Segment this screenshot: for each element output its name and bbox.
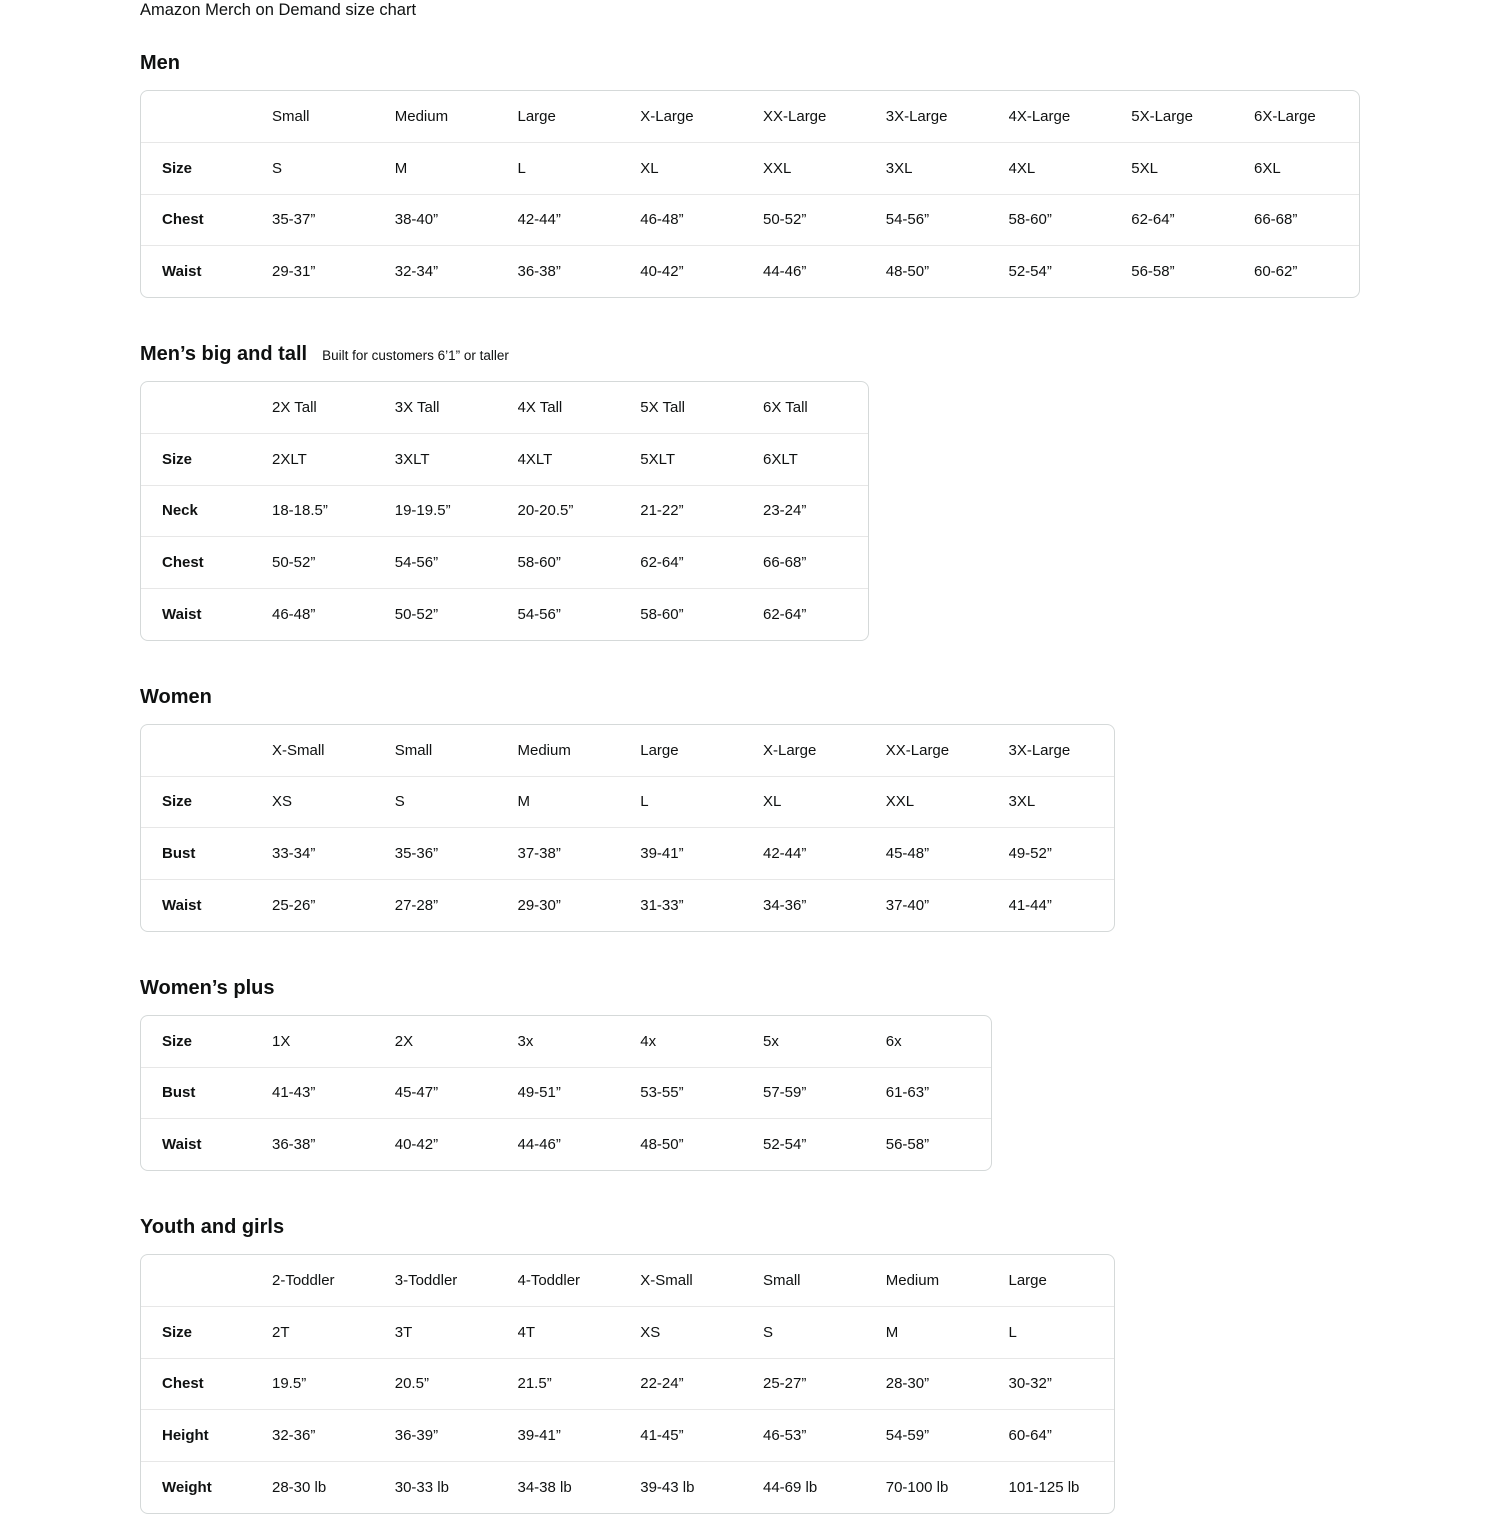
- value-cell: 19-19.5”: [395, 485, 518, 537]
- value-cell: 46-48”: [272, 588, 395, 640]
- column-header-cell: 3X-Large: [1008, 741, 1071, 759]
- size-table: [141, 91, 1359, 297]
- table-row: [141, 588, 868, 640]
- section-heading: Women’s plus: [140, 976, 275, 999]
- value-cell: 48-50”: [886, 246, 1009, 298]
- row-label-cell: Size: [141, 434, 272, 486]
- value-cell: 53-55”: [640, 1067, 763, 1119]
- column-header-cell: Small: [394, 741, 433, 759]
- column-header-cell: Medium: [517, 741, 571, 759]
- value-cell: 101-125 lb: [1009, 1461, 1114, 1513]
- column-header-cell: 5X Tall: [640, 399, 686, 416]
- corner-cell: [141, 725, 272, 777]
- value-cell: S: [395, 776, 518, 828]
- section-heading: Men’s big and tall: [140, 343, 308, 365]
- size-section: [140, 978, 1499, 1177]
- column-header-cell: X-Small: [640, 1272, 693, 1289]
- table-row: [141, 1119, 991, 1171]
- value-cell: 50-52”: [395, 588, 518, 640]
- value-cell: 44-69 lb: [763, 1461, 886, 1513]
- value-cell: 4T: [518, 1307, 641, 1359]
- row-label-cell: Chest: [141, 1358, 272, 1410]
- column-header-cell: 4X-Large: [1008, 108, 1071, 125]
- column-header-cell: Large: [517, 108, 556, 125]
- value-cell: 58-60”: [1009, 194, 1132, 246]
- value-cell: 27-28”: [395, 879, 518, 931]
- value-cell: M: [395, 143, 518, 195]
- table-row: [141, 879, 1114, 931]
- value-cell: 44-46”: [763, 246, 886, 298]
- value-cell: 34-38 lb: [518, 1461, 641, 1513]
- value-cell: 40-42”: [640, 246, 763, 298]
- value-cell: 57-59”: [763, 1067, 886, 1119]
- value-cell: 54-56”: [518, 588, 641, 640]
- value-cell: 25-26”: [272, 879, 395, 931]
- value-cell: 6XL: [1254, 143, 1359, 195]
- table-header-row: [141, 1255, 1114, 1307]
- value-cell: 35-37”: [272, 194, 395, 246]
- value-cell: 45-47”: [395, 1067, 518, 1119]
- size-chart-sections: [140, 53, 1499, 1519]
- table-row: [141, 1461, 1114, 1513]
- table-header-row: [141, 382, 868, 434]
- row-label-cell: Weight: [141, 1461, 272, 1513]
- corner-cell: [141, 382, 272, 434]
- table-row: [141, 1016, 991, 1068]
- value-cell: 39-41”: [640, 828, 763, 880]
- size-table: [141, 1255, 1114, 1513]
- value-cell: 6XLT: [763, 434, 868, 486]
- section-heading-row: [140, 53, 1499, 74]
- value-cell: 41-43”: [272, 1067, 395, 1119]
- value-cell: 49-51”: [518, 1067, 641, 1119]
- value-cell: 50-52”: [272, 537, 395, 589]
- value-cell: 58-60”: [518, 537, 641, 589]
- value-cell: 2X: [394, 1032, 414, 1050]
- value-cell: 37-40”: [886, 879, 1009, 931]
- table-row: [141, 434, 868, 486]
- page-title: Amazon Merch on Demand size chart: [140, 1, 417, 19]
- value-cell: 3XL: [886, 143, 1009, 195]
- table-row: [141, 1067, 991, 1119]
- value-cell: 3x: [517, 1032, 534, 1050]
- value-cell: 62-64”: [1131, 194, 1254, 246]
- value-cell: 2XLT: [272, 434, 395, 486]
- value-cell: 46-48”: [640, 194, 763, 246]
- value-cell: 30-33 lb: [395, 1461, 518, 1513]
- value-cell: 6x: [885, 1032, 902, 1050]
- table-row: [141, 776, 1114, 828]
- table-row: [141, 537, 868, 589]
- row-label-cell: Chest: [141, 537, 272, 589]
- row-label-cell: Size: [162, 1032, 193, 1050]
- column-header-cell: 4X Tall: [517, 399, 563, 416]
- section-heading-row: [140, 1217, 1499, 1238]
- value-cell: 3XL: [1009, 776, 1114, 828]
- column-header-cell: 3-Toddler: [394, 1272, 458, 1289]
- section-heading: Youth and girls: [140, 1216, 285, 1238]
- value-cell: 4XL: [1009, 143, 1132, 195]
- row-label-cell: Waist: [141, 246, 272, 298]
- size-table-container: [140, 1015, 992, 1172]
- value-cell: 60-62”: [1254, 246, 1359, 298]
- value-cell: 1X: [272, 1032, 291, 1050]
- value-cell: 5XL: [1131, 143, 1254, 195]
- value-cell: 3XLT: [395, 434, 518, 486]
- row-label-cell: Neck: [141, 485, 272, 537]
- size-section: [140, 344, 1499, 646]
- value-cell: S: [763, 1307, 886, 1359]
- value-cell: XXL: [886, 776, 1009, 828]
- value-cell: 32-36”: [272, 1410, 395, 1462]
- value-cell: 48-50”: [640, 1119, 763, 1171]
- value-cell: 62-64”: [763, 588, 868, 640]
- section-heading: Men: [140, 52, 180, 74]
- column-header-cell: 5X-Large: [1131, 108, 1193, 125]
- column-header-cell: Large: [640, 741, 679, 759]
- value-cell: 70-100 lb: [886, 1461, 1009, 1513]
- value-cell: M: [518, 776, 641, 828]
- row-label-cell: Bust: [141, 828, 272, 880]
- value-cell: 22-24”: [640, 1358, 763, 1410]
- column-header-cell: 2-Toddler: [272, 1272, 335, 1289]
- value-cell: XL: [763, 776, 886, 828]
- value-cell: 56-58”: [1131, 246, 1254, 298]
- row-label-cell: Waist: [141, 879, 272, 931]
- value-cell: 29-30”: [518, 879, 641, 931]
- section-heading-row: [140, 687, 1499, 708]
- value-cell: 4x: [640, 1032, 657, 1050]
- column-header-cell: X-Large: [640, 108, 694, 125]
- value-cell: 50-52”: [763, 194, 886, 246]
- row-label-cell: Size: [141, 143, 272, 195]
- table-row: [141, 246, 1359, 298]
- size-table: [141, 725, 1114, 931]
- value-cell: XS: [272, 776, 395, 828]
- value-cell: 18-18.5”: [272, 485, 395, 537]
- value-cell: 42-44”: [763, 828, 886, 880]
- value-cell: 36-38”: [518, 246, 641, 298]
- value-cell: 20-20.5”: [518, 485, 641, 537]
- column-header-cell: X-Large: [763, 741, 817, 759]
- value-cell: XL: [640, 143, 763, 195]
- value-cell: 3T: [395, 1307, 518, 1359]
- value-cell: XXL: [763, 143, 886, 195]
- size-section: [140, 53, 1499, 303]
- value-cell: 5x: [763, 1032, 779, 1050]
- row-label-cell: Chest: [141, 194, 272, 246]
- value-cell: 60-64”: [1009, 1410, 1114, 1462]
- value-cell: 39-41”: [518, 1410, 641, 1462]
- size-table-container: [140, 1254, 1115, 1514]
- size-table-container: [140, 381, 869, 641]
- column-header-cell: XX-Large: [885, 741, 950, 759]
- column-header-cell: 6X-Large: [1254, 108, 1316, 125]
- value-cell: M: [886, 1307, 1009, 1359]
- value-cell: L: [518, 143, 641, 195]
- column-header-cell: Small: [272, 108, 310, 125]
- column-header-cell: 3X Tall: [394, 399, 440, 416]
- value-cell: 34-36”: [763, 879, 886, 931]
- table-row: [141, 143, 1359, 195]
- size-section: [140, 1217, 1499, 1519]
- value-cell: 56-58”: [886, 1119, 991, 1171]
- value-cell: 38-40”: [395, 194, 518, 246]
- value-cell: 54-56”: [395, 537, 518, 589]
- value-cell: 52-54”: [763, 1119, 886, 1171]
- value-cell: 42-44”: [518, 194, 641, 246]
- value-cell: 54-56”: [886, 194, 1009, 246]
- value-cell: XS: [640, 1307, 763, 1359]
- value-cell: 23-24”: [763, 485, 868, 537]
- value-cell: 21-22”: [640, 485, 763, 537]
- value-cell: 2T: [272, 1307, 395, 1359]
- value-cell: 39-43 lb: [640, 1461, 763, 1513]
- column-header-cell: 2X Tall: [272, 399, 317, 416]
- row-label-cell: Waist: [141, 588, 272, 640]
- value-cell: 30-32”: [1009, 1358, 1114, 1410]
- value-cell: 29-31”: [272, 246, 395, 298]
- value-cell: 61-63”: [886, 1067, 991, 1119]
- value-cell: 66-68”: [1254, 194, 1359, 246]
- table-row: [141, 485, 868, 537]
- value-cell: 5XLT: [640, 434, 763, 486]
- section-heading-row: [140, 344, 1499, 365]
- value-cell: 52-54”: [1009, 246, 1132, 298]
- table-row: [141, 1358, 1114, 1410]
- value-cell: 41-45”: [640, 1410, 763, 1462]
- table-row: [141, 1307, 1114, 1359]
- value-cell: 54-59”: [886, 1410, 1009, 1462]
- section-heading-row: [140, 978, 1499, 999]
- value-cell: 25-27”: [763, 1358, 886, 1410]
- size-table-container: [140, 90, 1360, 298]
- column-header-cell: Medium: [394, 108, 449, 125]
- column-header-cell: XX-Large: [763, 108, 827, 125]
- column-header-cell: X-Small: [272, 741, 325, 759]
- value-cell: 33-34”: [272, 828, 395, 880]
- value-cell: 28-30 lb: [272, 1461, 395, 1513]
- value-cell: L: [1009, 1307, 1114, 1359]
- value-cell: L: [640, 776, 763, 828]
- value-cell: 28-30”: [886, 1358, 1009, 1410]
- row-label-cell: Waist: [141, 1119, 272, 1171]
- value-cell: 19.5”: [272, 1358, 395, 1410]
- size-section: [140, 687, 1499, 937]
- value-cell: 31-33”: [640, 879, 763, 931]
- value-cell: 4XLT: [518, 434, 641, 486]
- value-cell: 49-52”: [1009, 828, 1114, 880]
- section-subtitle: Built for customers 6’1” or taller: [322, 348, 509, 363]
- column-header-cell: 4-Toddler: [517, 1272, 581, 1289]
- table-header-row: [141, 91, 1359, 143]
- corner-cell: [141, 91, 272, 143]
- column-header-cell: Medium: [885, 1272, 940, 1289]
- size-table: [141, 382, 868, 640]
- column-header-cell: Large: [1008, 1272, 1047, 1289]
- row-label-cell: Height: [141, 1410, 272, 1462]
- table-header-row: [141, 725, 1114, 777]
- column-header-cell: 6X Tall: [763, 399, 808, 416]
- value-cell: S: [272, 143, 395, 195]
- section-heading: Women: [140, 685, 212, 708]
- row-label-cell: Bust: [141, 1067, 272, 1119]
- value-cell: 20.5”: [395, 1358, 518, 1410]
- row-label-cell: Size: [141, 776, 272, 828]
- table-row: [141, 1410, 1114, 1462]
- value-cell: 32-34”: [395, 246, 518, 298]
- value-cell: 35-36”: [395, 828, 518, 880]
- column-header-cell: 3X-Large: [885, 108, 948, 125]
- table-row: [141, 194, 1359, 246]
- size-table-container: [140, 724, 1115, 932]
- value-cell: 36-38”: [272, 1119, 395, 1171]
- value-cell: 58-60”: [640, 588, 763, 640]
- value-cell: 62-64”: [640, 537, 763, 589]
- value-cell: 36-39”: [395, 1410, 518, 1462]
- value-cell: 37-38”: [518, 828, 641, 880]
- value-cell: 46-53”: [763, 1410, 886, 1462]
- value-cell: 40-42”: [395, 1119, 518, 1171]
- table-row: [141, 828, 1114, 880]
- value-cell: 45-48”: [886, 828, 1009, 880]
- column-header-cell: Small: [763, 1272, 801, 1289]
- corner-cell: [141, 1255, 272, 1307]
- row-label-cell: Size: [141, 1307, 272, 1359]
- value-cell: 21.5”: [518, 1358, 641, 1410]
- size-table: [141, 1016, 991, 1171]
- value-cell: 44-46”: [518, 1119, 641, 1171]
- value-cell: 66-68”: [763, 537, 868, 589]
- value-cell: 41-44”: [1009, 879, 1114, 931]
